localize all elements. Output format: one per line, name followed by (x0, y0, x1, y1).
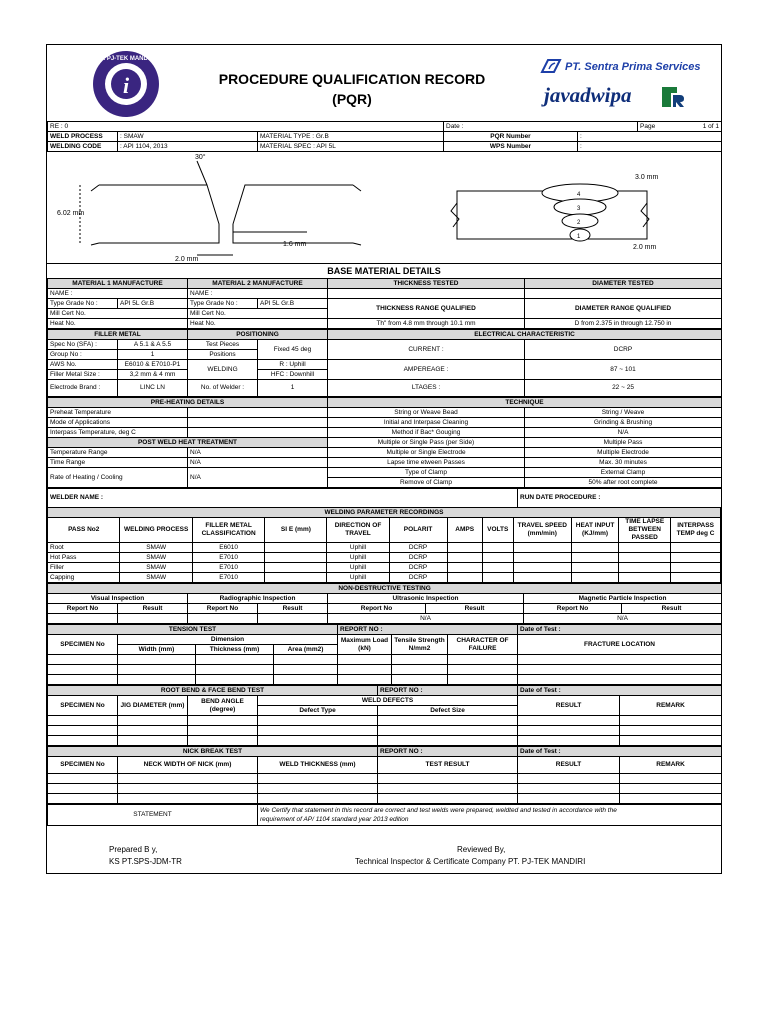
bend-title: ROOT BEND & FACE BEND TEST (48, 686, 378, 696)
params-cell (265, 573, 327, 583)
bend-report: REPORT NO : (378, 686, 518, 696)
params-col-9: HEAT INPUT (KJ/mm) (571, 518, 619, 543)
params-col-3: SI E (mm) (265, 518, 327, 543)
bead-4: 4 (577, 192, 581, 198)
params-cell: E7010 (192, 553, 264, 563)
params-cell: SMAW (120, 563, 192, 573)
params-cell: SMAW (120, 553, 192, 563)
params-col-7: VOLTS (482, 518, 513, 543)
params-cell: DCRP (389, 563, 447, 573)
javadwipa-logo: javadwipa (544, 83, 632, 107)
document-subtitle: (PQR) (332, 91, 372, 107)
params-cell: E7010 (192, 573, 264, 583)
material-type: MATERIAL TYPE : Gr.B (258, 132, 444, 142)
bead-3: 3 (577, 206, 581, 212)
pwht-header: POST WELD HEAT TREATMENT (48, 438, 328, 448)
params-col-4: DIRECTION OF TRAVEL (327, 518, 389, 543)
revision: RE : 0 (48, 122, 444, 132)
nick-result: RESULT (518, 757, 620, 774)
params-col-8: TRAVEL SPEED (mm/min) (513, 518, 571, 543)
nick-title: NICK BREAK TEST (48, 747, 378, 757)
bead-1: 1 (577, 234, 581, 240)
params-col-1: WELDING PROCESS (120, 518, 192, 543)
params-body (48, 543, 721, 583)
params-cell: DCRP (389, 553, 447, 563)
welding-params-title: WELDING PARAMETER RECORDINGS (48, 508, 721, 518)
pqr-number-value: : (578, 132, 722, 142)
tech-2-label: Initial and Interpase Cleaning (328, 418, 525, 428)
params-col-10: TIME LAPSE BETWEEN PASSED (619, 518, 671, 543)
params-cell: DCRP (389, 543, 447, 553)
tech-7-label: Type of Clamp (328, 468, 525, 478)
gap2-dim: 2.0 mm (633, 244, 657, 251)
diameter-range-value: D from 2.375 in through 12.750 in (525, 319, 722, 329)
nick-remark: REMARK (620, 757, 722, 774)
mat2-grade-value: API 5L Gr.B (258, 299, 328, 309)
tension-date: Date of Test : (518, 625, 722, 635)
cap-dim: 3.0 mm (635, 174, 659, 181)
tension-strength: Tensile Strength N/mm2 (392, 635, 448, 655)
joint-design-sketch (47, 151, 721, 263)
page-value: 1 of 1 (702, 122, 719, 130)
tension-report: REPORT NO : (338, 625, 518, 635)
test-pieces-label: Test Pieces (188, 340, 258, 350)
params-cell: SMAW (120, 573, 192, 583)
positioning-header: POSITIONING (188, 330, 328, 340)
params-col-2: FILLER METAL CLASSIFICATION (192, 518, 264, 543)
ui-result: Result (426, 604, 524, 614)
mi-result: Result (622, 604, 722, 614)
document-header (47, 45, 721, 121)
bend-date: Date of Test : (518, 686, 722, 696)
rate-heating: Rate of Heating / Cooling (48, 468, 188, 488)
tech-2-value: Grinding & Brushing (525, 418, 722, 428)
tech-6-value: Max. 30 minutes (525, 458, 722, 468)
electrode-brand-label: Electrode Brand : (48, 380, 118, 397)
tension-fracture: FRACTURE LOCATION (518, 635, 722, 655)
positions-label: Positions (188, 350, 258, 360)
bend-defect-size: Defect Size (378, 706, 518, 716)
params-cell: Filler (48, 563, 120, 573)
nick-test: TEST RESULT (378, 757, 518, 774)
params-cell: Uphill (327, 553, 389, 563)
weld-process-value: : SMAW (118, 132, 258, 142)
material-1-header: MATERIAL 1 MANUFACTURE (48, 279, 188, 289)
amperage-value: 87 ~ 101 (525, 360, 722, 380)
sps-logo-icon (540, 58, 562, 74)
bend-remark: REMARK (620, 696, 722, 716)
ui-report: Report No (328, 604, 426, 614)
diameter-range-label: DIAMETER RANGE QUALIFIED (525, 299, 722, 319)
svg-text:i: i (122, 73, 130, 98)
nick-specimen: SPECIMEN No (48, 757, 118, 774)
welding-code-value: : API 1104, 2013 (118, 142, 258, 152)
params-header-row (48, 518, 721, 543)
mat2-mill-cert: Mill Cert No. (188, 309, 328, 319)
weld-process-label: WELD PROCESS (48, 132, 118, 142)
spec-no-label: Spec No (SFA) : (48, 340, 118, 350)
tension-dimension: Dimension (118, 635, 338, 645)
mat2-name: NAME : (188, 289, 328, 299)
tension-width: Width (mm) (118, 645, 196, 655)
nick-weld: WELD THICKNESS (mm) (258, 757, 378, 774)
ri-result: Result (258, 604, 328, 614)
params-cell: Root (48, 543, 120, 553)
statement-line-1: We Certify that statement in this record are correct and test welds were prepared, weldted and tested in accordance with the (260, 807, 617, 814)
tech-1-value: String / Weave (525, 408, 722, 418)
current-label: CURRENT : (328, 340, 525, 360)
bead-2: 2 (577, 220, 581, 226)
voltage-value: 22 ~ 25 (525, 380, 722, 397)
bend-result: RESULT (518, 696, 620, 716)
wps-number-value: : (578, 142, 722, 152)
vi-report: Report No (48, 604, 118, 614)
material-spec: MATERIAL SPEC : API 5L (258, 142, 444, 152)
mat1-grade-label: Type Grade No : (48, 299, 118, 309)
interpass-temp: Interpass Temperature, deg C (48, 428, 188, 438)
angle-dim: 30° (195, 154, 206, 161)
tech-5-value: Multiple Electrode (525, 448, 722, 458)
params-col-0: PASS No2 (48, 518, 120, 543)
params-cell: Capping (48, 573, 120, 583)
ui-na: N/A (328, 614, 524, 624)
params-col-5: POLARIT (389, 518, 447, 543)
page-label: Page (640, 122, 656, 130)
bend-specimen: SPECIMEN No (48, 696, 118, 716)
radiographic-inspection: Radiographic Inspection (188, 594, 328, 604)
params-cell: DCRP (389, 573, 447, 583)
mi-na: N/A (524, 614, 722, 624)
svg-text:PT. PJ-TEK MANDIRI: PT. PJ-TEK MANDIRI (96, 56, 156, 62)
tension-thickness: Thickness (mm) (196, 645, 274, 655)
tech-3-label: Method if Bac* Gouging (328, 428, 525, 438)
pj-tek-logo (91, 49, 161, 119)
tension-area: Area (mm2) (274, 645, 338, 655)
bend-defects: WELD DEFECTS (258, 696, 518, 706)
tech-3-value: N/A (525, 428, 722, 438)
fixed-position: Fixed 45 deg (258, 340, 328, 360)
mat1-grade-value: API 5L Gr.B (118, 299, 188, 309)
params-cell: Uphill (327, 573, 389, 583)
params-cell: Hot Pass (48, 553, 120, 563)
thickness-range-value: Th" from 4.8 mm through 10.1 mm (328, 319, 525, 329)
base-material-section (47, 264, 721, 826)
group-no-label: Group No : (48, 350, 118, 360)
run-date-label: RUN DATE PROCEDURE : (518, 489, 722, 508)
aws-no-label: AWS No. (48, 360, 118, 370)
tech-7-value: External Clamp (525, 468, 722, 478)
ultrasonic-inspection: Ultrasonic Inspection (328, 594, 524, 604)
root-face-dim: 1.6 mm (283, 241, 307, 248)
uphill-value: R : Uphill (258, 360, 328, 370)
amperage-label: AMPEREAGE : (328, 360, 525, 380)
thickness-range-label: THICKNESS RANGE QUALIFIED (328, 299, 525, 319)
params-row (48, 553, 721, 563)
no-of-welder-label: No. of Welder : (188, 380, 258, 397)
document-title: PROCEDURE QUALIFICATION RECORD (218, 71, 486, 87)
magnetic-inspection: Magnetic Particle Inspection (524, 594, 722, 604)
nick-date: Date of Test : (518, 747, 722, 757)
time-range: Time Range (48, 458, 188, 468)
downhill-value: HFC : Downhill (258, 370, 328, 380)
thickness-tested-header: THICKNESS TESTED (328, 279, 525, 289)
temp-range-value: N/A (188, 448, 328, 458)
params-cell: Uphill (327, 543, 389, 553)
filler-metal-header: FILLER METAL (48, 330, 188, 340)
preheat-temp: Preheat Temperature (48, 408, 188, 418)
info-table (47, 121, 721, 152)
tech-4-value: Multiple Pass (525, 438, 722, 448)
params-cell (265, 563, 327, 573)
tech-1-label: String or Weave Bead (328, 408, 525, 418)
bend-angle: BEND ANGLE (degree) (188, 696, 258, 716)
bend-defect-type: Defect Type (258, 706, 378, 716)
welding-code-label: WELDING CODE (48, 142, 118, 152)
mode-application: Mode of Applications (48, 418, 188, 428)
voltage-label: LTAGES : (328, 380, 525, 397)
tension-title: TENSION TEST (48, 625, 338, 635)
statement-label: STATEMENT (48, 805, 258, 826)
mi-report: Report No (524, 604, 622, 614)
pqr-number-label: PQR Number (444, 132, 578, 142)
mat1-mill-cert: Mill Cert No. (48, 309, 188, 319)
date-label: Date : (444, 122, 638, 132)
rate-heating-value: N/A (188, 468, 328, 488)
filler-size-value: 3,2 mm & 4 mm (118, 370, 188, 380)
spec-no-value: A 5.1 & A 5.5 (118, 340, 188, 350)
wps-number-label: WPS Number (444, 142, 578, 152)
params-cell (265, 543, 327, 553)
prepared-by-label: Prepared B y, (109, 845, 158, 854)
tech-5-label: Multiple or Single Electrode (328, 448, 525, 458)
params-row (48, 563, 721, 573)
params-cell: Uphill (327, 563, 389, 573)
base-material-title: BASE MATERIAL DETAILS (327, 266, 441, 276)
ri-report: Report No (188, 604, 258, 614)
reviewed-by-label: Reviewed By, (457, 845, 506, 854)
mat2-grade-label: Type Grade No : (188, 299, 258, 309)
params-row (48, 573, 721, 583)
time-range-value: N/A (188, 458, 328, 468)
vi-result: Result (118, 604, 188, 614)
tension-specimen: SPECIMEN No (48, 635, 118, 655)
technique-header: TECHNIQUE (328, 398, 722, 408)
params-col-6: AMPS (447, 518, 482, 543)
params-col-11: INTERPASS TEMP deg C (671, 518, 721, 543)
no-of-welder-value: 1 (258, 380, 328, 397)
joint-diagram (47, 151, 721, 264)
diameter-tested-header: DIAMETER TESTED (525, 279, 722, 289)
reviewed-by-value: Technical Inspector & Certificate Company PT. PJ-TEK MANDIRI (355, 857, 586, 866)
current-value: DCRP (525, 340, 722, 360)
tension-max-load: Maximum Load (kN) (338, 635, 392, 655)
nick-neck: NECK WIDTH OF NICK (mm) (118, 757, 258, 774)
thickness-dim: 6.02 mm (57, 210, 85, 217)
tech-8-label: Remove of Clamp (328, 478, 525, 488)
material-2-header: MATERIAL 2 MANUFACTURE (188, 279, 328, 289)
mat1-heat-no: Heat No. (48, 319, 188, 329)
aws-no-value: E6010 & E7010-P1 (118, 360, 188, 370)
filler-size-label: Filler Metal Size : (48, 370, 118, 380)
bend-jig: JIG DIAMETER (mm) (118, 696, 188, 716)
tech-6-label: Lapse time etween Passes (328, 458, 525, 468)
prepared-by-value: KS PT.SPS-JDM-TR (109, 857, 182, 866)
tech-8-value: 50% after root complete (525, 478, 722, 488)
params-cell (265, 553, 327, 563)
tech-4-label: Multiple or Single Pass (per Side) (328, 438, 525, 448)
pqr-document (46, 44, 722, 874)
mat1-name: NAME : (48, 289, 188, 299)
nick-report: REPORT NO : (378, 747, 518, 757)
electrical-header: ELECTRICAL CHARACTERISTIC (328, 330, 722, 340)
params-cell: E7010 (192, 563, 264, 573)
welding-label: WELDING (188, 360, 258, 380)
tension-character: CHARACTER OF FAILURE (448, 635, 518, 655)
visual-inspection: Visual Inspection (48, 594, 188, 604)
sps-logo-text: PT. Sentra Prima Services (565, 61, 701, 73)
group-no-value: 1 (118, 350, 188, 360)
ndt-title: NON-DESTRUCTIVE TESTING (48, 584, 722, 594)
welder-name-label: WELDER NAME : (48, 489, 518, 508)
mat2-heat-no: Heat No. (188, 319, 328, 329)
preheat-header: PRE-HEATING DETAILS (48, 398, 328, 408)
gap-dim: 2.0 mm (175, 256, 199, 263)
tr-logo-icon (661, 85, 685, 109)
params-cell: E6010 (192, 543, 264, 553)
params-cell: SMAW (120, 543, 192, 553)
statement-line-2: requirement of AP/ 1104 standard year 2013 edition (260, 816, 409, 823)
params-row (48, 543, 721, 553)
electrode-brand-value: LINC LN (118, 380, 188, 397)
temp-range: Temperature Range (48, 448, 188, 458)
